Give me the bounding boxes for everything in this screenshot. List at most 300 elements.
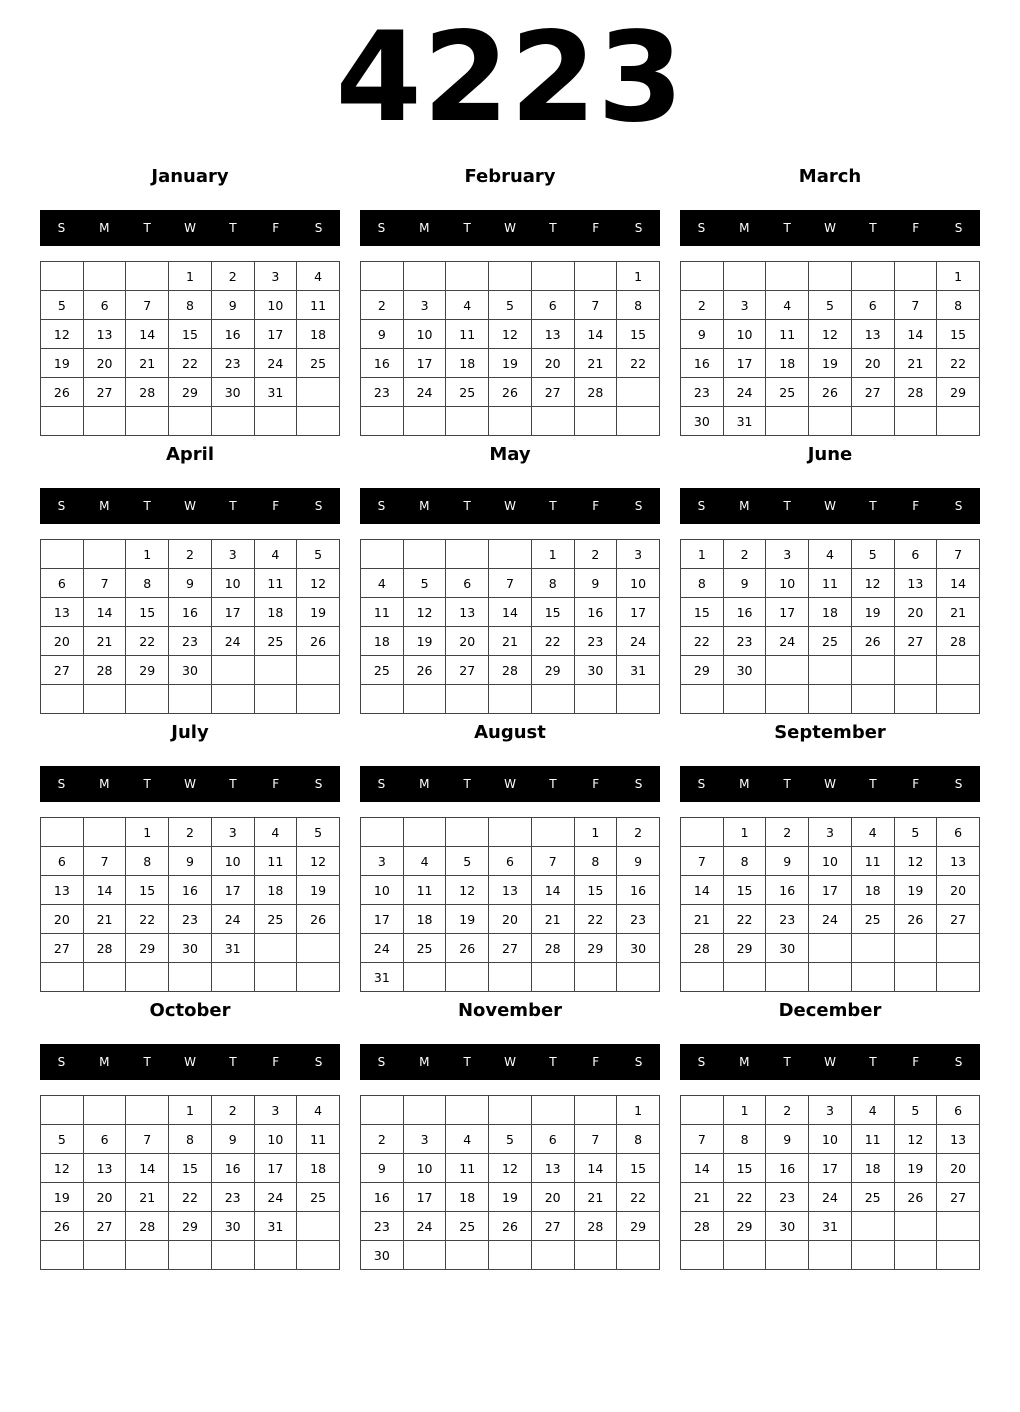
day-cell: 17 [617,598,660,627]
weekday-label: T [549,777,557,791]
day-cell: 12 [489,1154,532,1183]
empty-day-cell [169,963,212,992]
day-cell: 2 [169,540,212,569]
day-cell: 8 [617,291,660,320]
day-cell: 5 [851,540,894,569]
day-cell: 24 [809,905,852,934]
empty-day-cell [83,1096,126,1125]
empty-day-cell [766,262,809,291]
weekday-label: F [912,499,920,513]
empty-day-cell [489,262,532,291]
weekday-label: T [783,1055,791,1069]
empty-day-cell [297,1212,340,1241]
empty-day-cell [723,262,766,291]
day-cell: 5 [297,818,340,847]
weekday-label: M [419,1055,430,1069]
day-cell: 24 [617,627,660,656]
day-cell: 18 [851,876,894,905]
empty-day-cell [41,1241,84,1270]
empty-day-cell [531,963,574,992]
weekday-label: W [824,1055,836,1069]
day-cell: 1 [617,262,660,291]
day-cell: 1 [723,1096,766,1125]
day-cell: 14 [574,320,617,349]
empty-day-cell [41,540,84,569]
empty-day-cell [446,540,489,569]
day-cell: 11 [297,291,340,320]
day-cell: 5 [41,1125,84,1154]
empty-day-cell [403,1241,446,1270]
day-cell: 10 [403,1154,446,1183]
empty-day-cell [489,685,532,714]
day-grid [40,261,340,436]
month-name: August [474,722,546,743]
day-cell: 8 [169,291,212,320]
weekday-label: M [739,499,750,513]
day-cell: 3 [403,1125,446,1154]
empty-day-cell [297,963,340,992]
weekday-label: S [954,777,963,791]
empty-day-cell [361,407,404,436]
day-cell: 11 [254,847,297,876]
empty-day-cell [489,540,532,569]
day-cell: 4 [297,262,340,291]
day-cell: 13 [531,320,574,349]
week-row [681,876,980,905]
weekday-label: T [463,221,471,235]
empty-day-cell [297,685,340,714]
weekday-label: W [504,221,516,235]
day-cell: 4 [254,540,297,569]
empty-day-cell [894,262,937,291]
day-cell: 31 [254,1212,297,1241]
empty-day-cell [617,407,660,436]
day-cell: 30 [574,656,617,685]
week-row [681,1212,980,1241]
weekday-label: F [912,777,920,791]
day-cell: 19 [41,1183,84,1212]
day-cell: 14 [937,569,980,598]
empty-day-cell [766,656,809,685]
day-cell: 18 [851,1154,894,1183]
day-cell: 10 [254,291,297,320]
empty-day-cell [851,934,894,963]
weekday-header [360,210,660,246]
day-cell: 26 [894,905,937,934]
empty-day-cell [361,1096,404,1125]
day-cell: 27 [851,378,894,407]
day-cell: 19 [809,349,852,378]
day-cell: 6 [894,540,937,569]
day-cell: 24 [211,905,254,934]
empty-day-cell [126,262,169,291]
day-cell: 29 [169,1212,212,1241]
day-cell: 23 [361,1212,404,1241]
day-cell: 8 [681,569,724,598]
day-cell: 28 [83,934,126,963]
week-row [361,818,660,847]
weekday-label: T [143,1055,151,1069]
week-row [41,1096,340,1125]
empty-day-cell [41,262,84,291]
week-row [681,569,980,598]
day-cell: 28 [937,627,980,656]
day-cell: 12 [297,569,340,598]
day-cell: 18 [254,876,297,905]
empty-day-cell [297,934,340,963]
week-row [681,291,980,320]
week-row [41,627,340,656]
day-cell: 10 [403,320,446,349]
day-grid [360,539,660,714]
month-name: October [149,1000,231,1021]
week-row [361,934,660,963]
day-cell: 2 [723,540,766,569]
weekday-label: S [954,221,963,235]
empty-day-cell [894,656,937,685]
empty-day-cell [489,963,532,992]
empty-day-cell [574,262,617,291]
day-cell: 27 [531,378,574,407]
day-cell: 14 [126,320,169,349]
day-cell: 30 [681,407,724,436]
empty-day-cell [937,407,980,436]
week-row [361,569,660,598]
day-cell: 21 [489,627,532,656]
day-cell: 26 [297,627,340,656]
day-cell: 2 [211,262,254,291]
week-row [361,540,660,569]
day-cell: 13 [851,320,894,349]
day-cell: 4 [446,291,489,320]
week-row [41,598,340,627]
day-grid [360,1095,660,1270]
weekday-label: W [824,221,836,235]
day-cell: 13 [937,1125,980,1154]
week-row [41,540,340,569]
day-grid [360,817,660,992]
weekday-header [680,1044,980,1080]
day-cell: 6 [937,818,980,847]
day-cell: 11 [446,320,489,349]
day-cell: 20 [851,349,894,378]
day-cell: 15 [681,598,724,627]
day-cell: 29 [723,1212,766,1241]
day-cell: 14 [126,1154,169,1183]
empty-day-cell [446,818,489,847]
day-cell: 22 [169,349,212,378]
day-cell: 9 [574,569,617,598]
weekday-label: W [184,499,196,513]
day-cell: 5 [403,569,446,598]
empty-day-cell [126,685,169,714]
week-row [681,963,980,992]
empty-day-cell [41,685,84,714]
week-row [681,598,980,627]
weekday-label: T [783,777,791,791]
day-cell: 19 [403,627,446,656]
day-cell: 4 [809,540,852,569]
day-cell: 29 [574,934,617,963]
day-cell: 22 [126,905,169,934]
day-cell: 7 [574,291,617,320]
day-cell: 9 [361,1154,404,1183]
day-cell: 18 [297,320,340,349]
day-cell: 15 [617,1154,660,1183]
week-row [361,1241,660,1270]
empty-day-cell [254,685,297,714]
weekday-label: S [697,499,706,513]
empty-day-cell [403,963,446,992]
day-cell: 27 [446,656,489,685]
empty-day-cell [531,818,574,847]
day-cell: 8 [723,847,766,876]
day-cell: 11 [809,569,852,598]
empty-day-cell [681,963,724,992]
day-cell: 12 [894,1125,937,1154]
day-cell: 17 [211,876,254,905]
day-cell: 28 [574,1212,617,1241]
week-row [681,905,980,934]
empty-day-cell [681,262,724,291]
empty-day-cell [574,1096,617,1125]
week-row [41,876,340,905]
day-cell: 15 [617,320,660,349]
day-cell: 10 [211,569,254,598]
weekday-header [40,488,340,524]
day-cell: 15 [126,598,169,627]
empty-day-cell [894,685,937,714]
empty-day-cell [531,1096,574,1125]
weekday-label: T [783,499,791,513]
day-cell: 26 [894,1183,937,1212]
day-cell: 10 [211,847,254,876]
empty-day-cell [83,1241,126,1270]
day-cell: 1 [126,540,169,569]
empty-day-cell [894,963,937,992]
day-cell: 6 [83,1125,126,1154]
day-cell: 25 [254,627,297,656]
day-cell: 17 [723,349,766,378]
empty-day-cell [766,1241,809,1270]
day-cell: 6 [41,847,84,876]
day-cell: 19 [894,876,937,905]
weekday-label: T [229,1055,237,1069]
day-cell: 6 [851,291,894,320]
week-row [41,569,340,598]
week-row [41,656,340,685]
empty-day-cell [297,407,340,436]
week-row [361,1154,660,1183]
day-cell: 1 [169,262,212,291]
day-cell: 30 [169,934,212,963]
day-cell: 20 [937,876,980,905]
empty-day-cell [766,963,809,992]
week-row [361,291,660,320]
week-row [681,349,980,378]
day-cell: 16 [361,1183,404,1212]
day-cell: 10 [617,569,660,598]
week-row [41,378,340,407]
day-cell: 6 [531,1125,574,1154]
day-cell: 2 [169,818,212,847]
empty-day-cell [361,262,404,291]
empty-day-cell [531,1241,574,1270]
weekday-label: T [463,1055,471,1069]
day-cell: 13 [83,320,126,349]
day-cell: 9 [617,847,660,876]
day-cell: 2 [574,540,617,569]
week-row [41,1241,340,1270]
day-cell: 1 [531,540,574,569]
day-cell: 30 [723,656,766,685]
day-cell: 24 [361,934,404,963]
day-cell: 7 [937,540,980,569]
day-cell: 6 [531,291,574,320]
empty-day-cell [254,934,297,963]
empty-day-cell [254,407,297,436]
day-cell: 13 [83,1154,126,1183]
day-grid [40,817,340,992]
day-cell: 7 [531,847,574,876]
weekday-label: T [143,221,151,235]
weekday-label: W [184,1055,196,1069]
day-cell: 23 [681,378,724,407]
day-cell: 26 [41,378,84,407]
day-cell: 5 [489,291,532,320]
weekday-label: S [377,499,386,513]
day-cell: 27 [894,627,937,656]
weekday-header [40,1044,340,1080]
weekday-label: M [99,499,110,513]
day-cell: 31 [254,378,297,407]
day-cell: 12 [41,1154,84,1183]
day-cell: 7 [83,847,126,876]
weekday-label: S [634,499,643,513]
empty-day-cell [617,378,660,407]
day-cell: 22 [723,1183,766,1212]
day-cell: 25 [361,656,404,685]
weekday-label: T [143,499,151,513]
weekday-label: T [869,777,877,791]
day-cell: 17 [403,1183,446,1212]
empty-day-cell [126,407,169,436]
day-cell: 16 [766,876,809,905]
empty-day-cell [766,685,809,714]
day-cell: 11 [361,598,404,627]
weekday-label: M [739,777,750,791]
month-name: March [798,166,862,187]
day-cell: 27 [41,934,84,963]
weekday-label: T [229,221,237,235]
day-cell: 19 [41,349,84,378]
day-cell: 19 [297,598,340,627]
day-cell: 27 [937,905,980,934]
day-cell: 28 [894,378,937,407]
weekday-label: S [57,221,66,235]
week-row [361,1096,660,1125]
weekday-label: S [377,221,386,235]
week-row [361,349,660,378]
week-row [41,407,340,436]
day-cell: 11 [403,876,446,905]
weekday-label: S [57,499,66,513]
empty-day-cell [446,685,489,714]
day-cell: 8 [531,569,574,598]
weekday-label: M [99,1055,110,1069]
day-cell: 27 [531,1212,574,1241]
empty-day-cell [851,963,894,992]
day-cell: 21 [83,905,126,934]
empty-day-cell [681,818,724,847]
day-cell: 29 [617,1212,660,1241]
day-cell: 7 [681,847,724,876]
day-cell: 5 [894,818,937,847]
day-cell: 14 [894,320,937,349]
empty-day-cell [297,1241,340,1270]
day-cell: 5 [297,540,340,569]
weekday-label: M [419,777,430,791]
day-cell: 14 [574,1154,617,1183]
day-cell: 22 [531,627,574,656]
day-cell: 9 [169,847,212,876]
weekday-label: S [954,499,963,513]
empty-day-cell [681,1096,724,1125]
day-cell: 23 [723,627,766,656]
day-cell: 23 [361,378,404,407]
week-row [361,876,660,905]
day-cell: 22 [169,1183,212,1212]
week-row [681,407,980,436]
month-name: May [489,444,531,465]
empty-day-cell [937,963,980,992]
day-cell: 10 [361,876,404,905]
empty-day-cell [403,262,446,291]
weekday-label: T [229,777,237,791]
week-row [361,407,660,436]
day-cell: 7 [126,291,169,320]
weekday-header [360,488,660,524]
weekday-label: S [634,777,643,791]
day-cell: 3 [723,291,766,320]
empty-day-cell [937,1212,980,1241]
day-cell: 8 [574,847,617,876]
day-cell: 6 [83,291,126,320]
day-cell: 9 [766,1125,809,1154]
day-cell: 25 [446,1212,489,1241]
day-cell: 31 [809,1212,852,1241]
empty-day-cell [937,656,980,685]
empty-day-cell [126,1096,169,1125]
week-row [41,262,340,291]
day-cell: 28 [574,378,617,407]
day-cell: 30 [169,656,212,685]
day-cell: 8 [126,569,169,598]
day-cell: 1 [574,818,617,847]
day-cell: 16 [211,320,254,349]
weekday-label: M [99,777,110,791]
week-row [361,905,660,934]
week-row [361,1125,660,1154]
day-cell: 31 [617,656,660,685]
day-cell: 9 [681,320,724,349]
day-cell: 11 [446,1154,489,1183]
day-cell: 12 [446,876,489,905]
empty-day-cell [894,407,937,436]
day-cell: 14 [681,1154,724,1183]
day-cell: 26 [809,378,852,407]
day-cell: 26 [489,1212,532,1241]
